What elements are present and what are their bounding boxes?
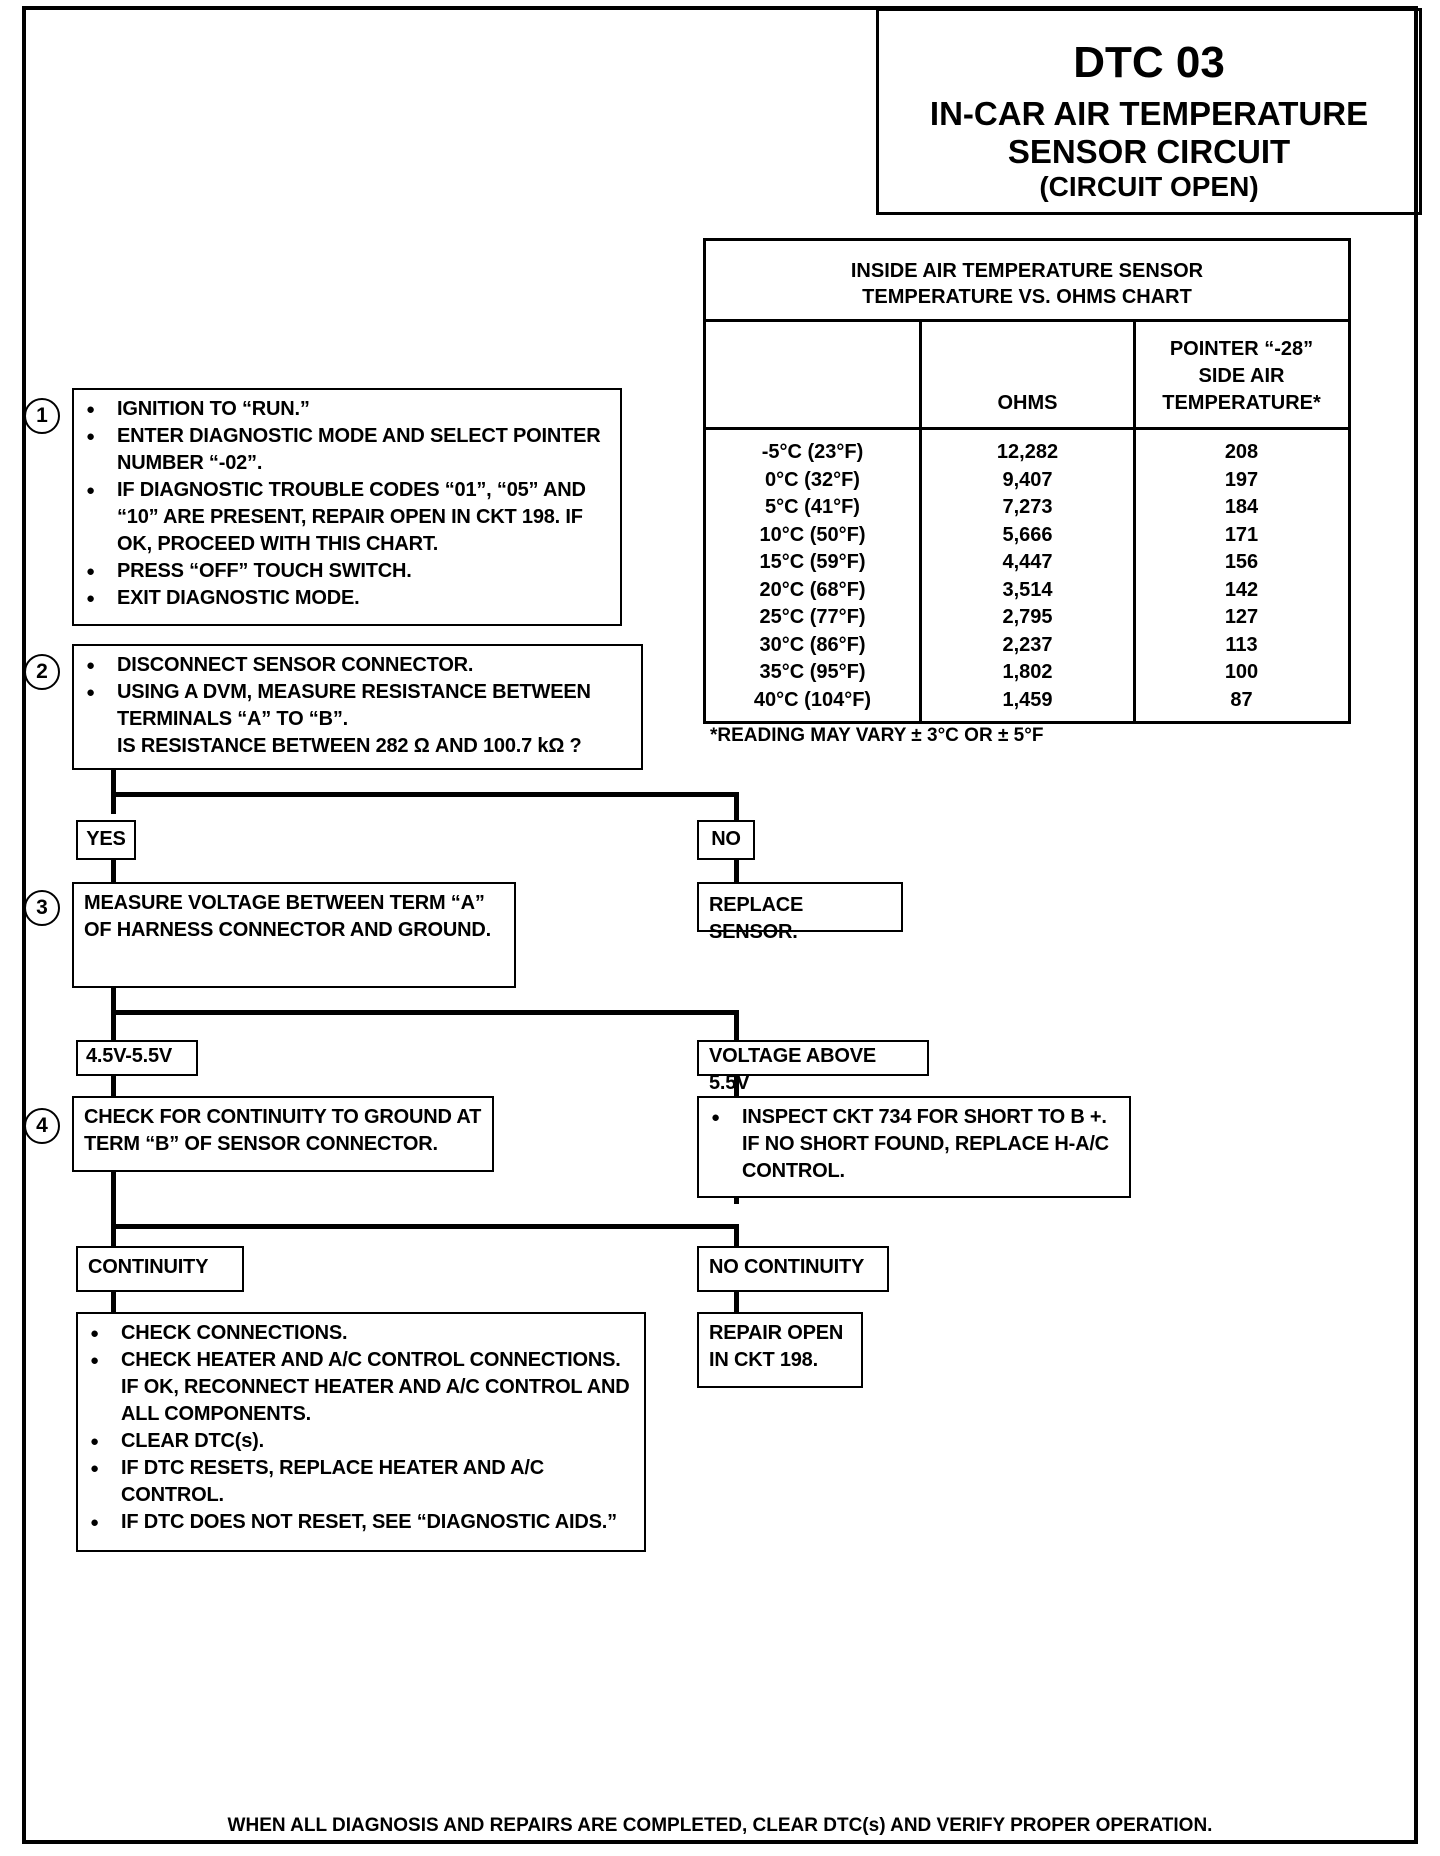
final-actions-list-item: ● CLEAR DTC(s).	[88, 1428, 634, 1455]
table-note: *READING MAY VARY ± 3°C OR ± 5°F	[710, 725, 1044, 746]
table-title: INSIDE AIR TEMPERATURE SENSOR TEMPERATURE VS. OHMS CHART	[706, 241, 1348, 322]
inspect-ckt-box	[697, 1096, 1131, 1198]
step-4-box: CHECK FOR CONTINUITY TO GROUND AT TERM “B” OF SENSOR CONNECTOR.	[72, 1096, 494, 1172]
temperature-ohms-table	[703, 238, 1351, 724]
step-1-list-item: ● ENTER DIAGNOSTIC MODE AND SELECT POINTER NUMBER “-02”.	[84, 423, 610, 477]
col-temps-item: 0°C (32°F)	[765, 468, 860, 491]
step-number-3: 3	[24, 890, 60, 926]
no-label: NO	[697, 820, 755, 860]
final-actions-list	[88, 1320, 634, 1536]
connector	[111, 858, 116, 884]
repair-open-box: REPAIR OPEN IN CKT 198.	[697, 1312, 863, 1388]
col-ohms-item: 9,407	[1002, 468, 1053, 491]
title-block	[876, 8, 1422, 215]
connector	[111, 1224, 739, 1229]
title-line1: IN-CAR AIR TEMPERATURE	[929, 95, 1369, 132]
no-continuity-label: NO CONTINUITY	[697, 1246, 889, 1292]
col-ohms-item: 12,282	[996, 441, 1059, 463]
col-ohms-item: 7,273	[1002, 496, 1053, 518]
col-ohms-item: 1,459	[1002, 688, 1053, 711]
connector	[734, 1010, 739, 1042]
col-ohms-item: 2,795	[1002, 606, 1053, 628]
col-pointer-item: 142	[1224, 578, 1259, 601]
step-1-list	[84, 396, 610, 612]
step-3-box: MEASURE VOLTAGE BETWEEN TERM “A” OF HARNESS CONNECTOR AND GROUND.	[72, 882, 516, 988]
connector	[111, 1170, 116, 1246]
connector	[734, 858, 739, 884]
col-pointer-item: 87	[1230, 688, 1253, 711]
step-2-box	[72, 644, 643, 770]
col-ohms-item: 3,514	[1002, 578, 1053, 601]
connector	[111, 792, 739, 797]
col-pointer-item: 171	[1224, 523, 1259, 546]
col-pointer-item: 100	[1224, 661, 1259, 683]
col-temps-item: 5°C (41°F)	[765, 496, 860, 518]
step-number-4: 4	[24, 1108, 60, 1144]
step-1-box	[72, 388, 622, 626]
col-temps-item: 25°C (77°F)	[759, 606, 866, 628]
footer-note: WHEN ALL DIAGNOSIS AND REPAIRS ARE COMPLETED, CLEAR DTC(s) AND VERIFY PROPER OPERATION.	[227, 1815, 1213, 1836]
col-ohms-item: 5,666	[1002, 523, 1053, 546]
col-temps-item: -5°C (23°F)	[761, 441, 864, 463]
step-1-list-item: ● PRESS “OFF” TOUCH SWITCH.	[84, 558, 610, 585]
col-pointer-item: 127	[1224, 606, 1259, 628]
col-temps-item: 40°C (104°F)	[753, 688, 872, 711]
col-header-ohms: OHMS	[997, 392, 1058, 414]
final-actions-list-item: ● CHECK CONNECTIONS.	[88, 1320, 634, 1347]
final-actions-list-item: ● IF DTC DOES NOT RESET, SEE “DIAGNOSTIC AIDS.”	[88, 1509, 634, 1536]
yes-label: YES	[76, 820, 136, 860]
col-ohms-item: 1,802	[1002, 661, 1053, 683]
step-1-list-item: ● IGNITION TO “RUN.”	[84, 396, 610, 423]
final-actions-box	[76, 1312, 646, 1552]
col-temps-item: 30°C (86°F)	[759, 633, 866, 656]
col-temps-item: 10°C (50°F)	[759, 523, 866, 546]
voltage-high-label: VOLTAGE ABOVE 5.5V	[697, 1040, 929, 1076]
voltage-normal-label: 4.5V-5.5V	[76, 1040, 198, 1076]
col-pointer-item: 197	[1224, 468, 1259, 491]
col-ohms	[922, 439, 1133, 714]
step-2-list-item: ● USING A DVM, MEASURE RESISTANCE BETWEEN TERMINALS “A” TO “B”.	[84, 679, 631, 733]
inspect-item: ● INSPECT CKT 734 FOR SHORT TO B +. IF NO SHORT FOUND, REPLACE H-A/C CONTROL.	[709, 1104, 1119, 1185]
col-temps	[706, 439, 919, 714]
col-temps-item: 15°C (59°F)	[759, 551, 866, 573]
replace-sensor-box: REPLACE SENSOR.	[697, 882, 903, 932]
title-line2: SENSOR CIRCUIT	[1007, 133, 1291, 170]
step-1-list-item: ● EXIT DIAGNOSTIC MODE.	[84, 585, 610, 612]
connector	[734, 792, 739, 822]
col-pointer-item: 208	[1224, 441, 1259, 463]
col-ohms-item: 4,447	[1002, 551, 1053, 573]
col-pointer-item: 156	[1224, 551, 1259, 573]
col-pointer	[1136, 439, 1347, 714]
col-header-pointer: POINTER “-28” SIDE AIR TEMPERATURE*	[1162, 338, 1321, 414]
step-2-list-item: ● DISCONNECT SENSOR CONNECTOR.	[84, 652, 631, 679]
continuity-label: CONTINUITY	[76, 1246, 244, 1292]
final-actions-list-item: ● IF DTC RESETS, REPLACE HEATER AND A/C CONTROL.	[88, 1455, 634, 1509]
connector	[111, 768, 116, 814]
connector	[111, 1010, 739, 1015]
col-ohms-item: 2,237	[1002, 633, 1053, 656]
col-pointer-item: 113	[1225, 633, 1258, 656]
table-header-divider	[706, 427, 1348, 430]
step-1-list-item: ● IF DIAGNOSTIC TROUBLE CODES “01”, “05” AND “10” ARE PRESENT, REPAIR OPEN IN CKT 198. IF OK, PROCEED WITH THIS CHART.	[84, 477, 610, 558]
step-number-2: 2	[24, 654, 60, 690]
col-pointer-item: 184	[1224, 496, 1259, 518]
col-temps-item: 35°C (95°F)	[759, 661, 866, 683]
final-actions-list-item: ● CHECK HEATER AND A/C CONTROL CONNECTIONS. IF OK, RECONNECT HEATER AND A/C CONTROL AND ALL COMPONENTS.	[88, 1347, 634, 1428]
step-2-question: IS RESISTANCE BETWEEN 282 Ω AND 100.7 kΩ ?	[117, 735, 582, 757]
dtc-code: DTC 03	[1073, 38, 1225, 87]
title-line3: (CIRCUIT OPEN)	[1039, 171, 1259, 202]
col-temps-item: 20°C (68°F)	[759, 578, 866, 601]
step-2-list	[84, 652, 631, 733]
step-number-1: 1	[24, 398, 60, 434]
